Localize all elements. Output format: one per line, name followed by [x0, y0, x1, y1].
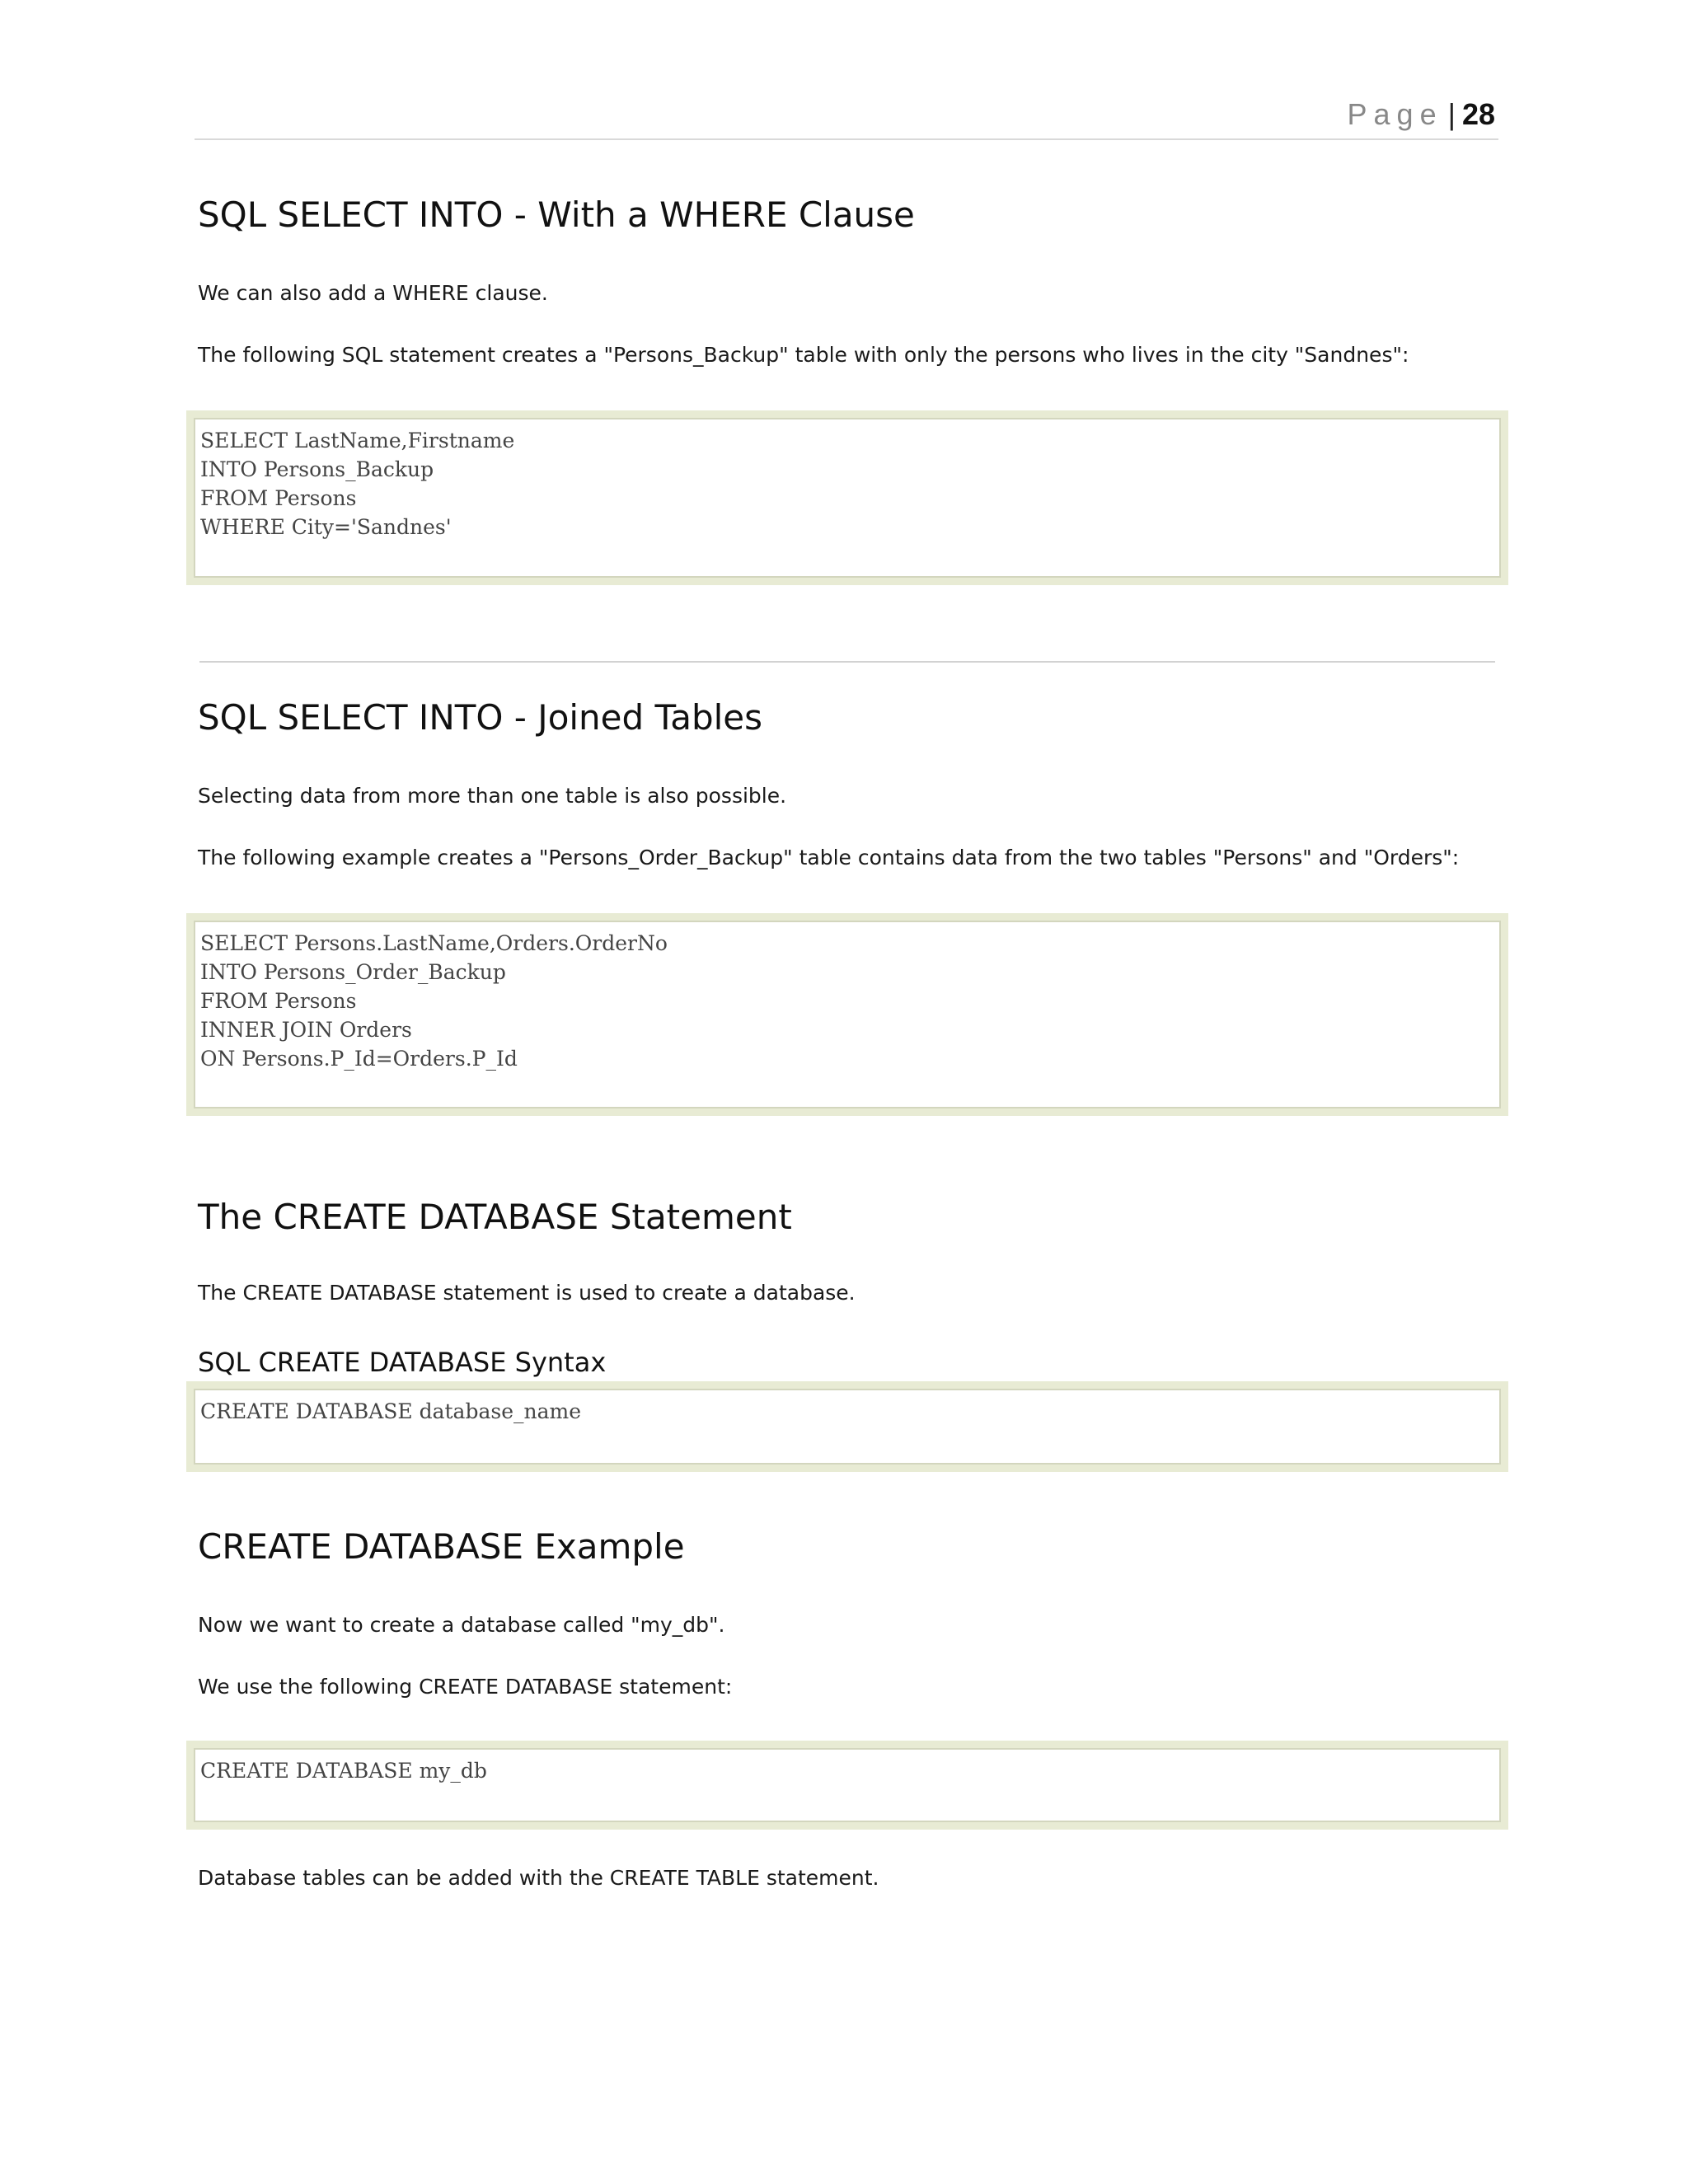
paragraph: The following SQL statement creates a "Persons_Backup" table with only the persons who lives in the city "Sandnes": [198, 343, 1409, 367]
code-block [186, 1381, 1508, 1472]
page-number: 28 [1461, 97, 1495, 131]
paragraph: We can also add a WHERE clause. [198, 281, 548, 305]
paragraph: Selecting data from more than one table is also possible. [198, 784, 787, 808]
code-block-inner [194, 1389, 1501, 1465]
code-text: CREATE DATABASE database_name [200, 1399, 581, 1423]
code-block [186, 410, 1508, 585]
section-title-select-into-joined: SQL SELECT INTO - Joined Tables [198, 697, 763, 738]
section-title-create-database-example: CREATE DATABASE Example [198, 1526, 685, 1567]
code-block [186, 913, 1508, 1116]
code-block-inner [194, 1748, 1501, 1822]
page-word: Page [1347, 97, 1443, 131]
page-number-label [1348, 97, 1495, 132]
code-text: CREATE DATABASE my_db [200, 1759, 487, 1783]
code-text: SELECT LastName,Firstname INTO Persons_Backup FROM Persons WHERE City='Sandnes' [200, 429, 515, 539]
code-text: SELECT Persons.LastName,Orders.OrderNo INTO Persons_Order_Backup FROM Persons INNER JOIN Orders ON Persons.P_Id=Orders.P_Id [200, 931, 668, 1071]
paragraph: Now we want to create a database called "my_db". [198, 1613, 725, 1637]
paragraph: We use the following CREATE DATABASE statement: [198, 1675, 733, 1699]
paragraph: The following example creates a "Persons_Order_Backup" table contains data from the two tables "Persons" and "Orders": [198, 846, 1460, 869]
section-divider [199, 661, 1495, 663]
closing-paragraph: Database tables can be added with the CREATE TABLE statement. [198, 1866, 879, 1890]
section-title-create-database: The CREATE DATABASE Statement [198, 1197, 792, 1237]
code-block-inner [194, 418, 1501, 578]
code-block [186, 1741, 1508, 1830]
page-header [195, 92, 1498, 140]
paragraph: The CREATE DATABASE statement is used to create a database. [198, 1281, 856, 1305]
page-separator: | [1447, 97, 1456, 131]
syntax-subtitle: SQL CREATE DATABASE Syntax [198, 1347, 607, 1378]
section-title-select-into-where: SQL SELECT INTO - With a WHERE Clause [198, 194, 915, 235]
code-block-inner [194, 921, 1501, 1108]
